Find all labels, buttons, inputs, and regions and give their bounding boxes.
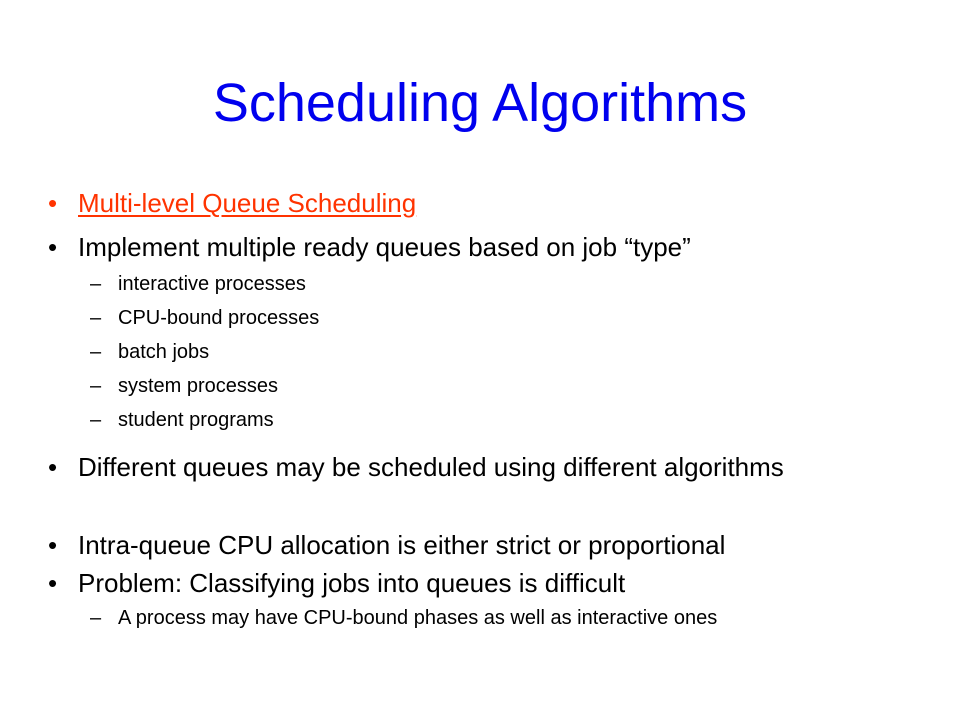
bullet-text: Implement multiple ready queues based on job “type” (78, 232, 691, 262)
bullet-text: Intra-queue CPU allocation is either strict or proportional (78, 530, 726, 560)
bullet-marker: • (48, 188, 58, 218)
sub-bullet-text: interactive processes (118, 273, 306, 295)
dash-marker: – (90, 409, 102, 431)
bullet-marker: • (48, 232, 58, 262)
dash-marker: – (90, 607, 102, 629)
sub-bullet-text: batch jobs (118, 341, 210, 363)
sub-bullet-text: A process may have CPU-bound phases as well as interactive ones (118, 607, 718, 629)
dash-marker: – (90, 273, 102, 295)
sub-bullet-text: system processes (118, 375, 279, 397)
bullet-text: Problem: Classifying jobs into queues is difficult (78, 568, 626, 598)
bullet-marker: • (48, 452, 58, 482)
sub-bullet-text: student programs (118, 409, 274, 431)
bullet-marker: • (48, 568, 58, 598)
sub-bullet-text: CPU-bound processes (118, 307, 320, 329)
multi-level-queue-link[interactable]: Multi-level Queue Scheduling (78, 188, 417, 218)
bullet-marker: • (48, 530, 58, 560)
dash-marker: – (90, 341, 102, 363)
dash-marker: – (90, 307, 102, 329)
dash-marker: – (90, 375, 102, 397)
slide-title: Scheduling Algorithms (212, 73, 748, 133)
bullet-text: Different queues may be scheduled using different algorithms (78, 452, 784, 482)
